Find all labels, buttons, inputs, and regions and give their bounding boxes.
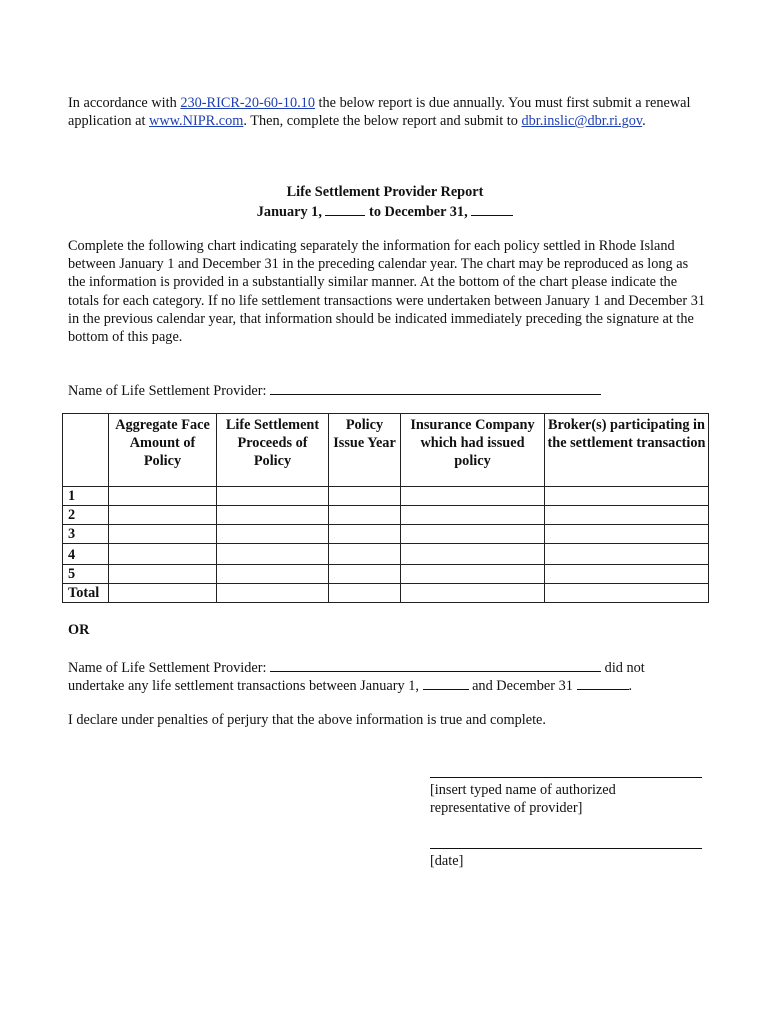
header-insurance-company: Insurance Company which had issued policy [401, 414, 545, 487]
instructions-paragraph: Complete the following chart indicating separately the information for each policy settled in Rhode Island between January 1 and December 31 in the preceding calendar year. The chart may be reproduced as long as the information is provided in a substantially similar manner. At the bottom of the chart please indicate the totals for each category. If no life settlement transactions were undertaken between January 1 and December 31 in the previous calendar year, that information should be indicated immediately preceding the signature at the bottom of this page. [68, 238, 705, 346]
table-row [63, 506, 709, 525]
intro-text-submit: . Then, complete the below report and submit to [243, 113, 522, 130]
period-start-label: January 1, [256, 204, 326, 220]
no-transactions-line2 [68, 675, 728, 695]
cell-brokers[interactable] [545, 525, 709, 544]
cell-brokers[interactable] [545, 506, 709, 525]
cell-issue-year[interactable] [329, 525, 401, 544]
cell-face-amount-total[interactable] [109, 584, 217, 603]
or-label: OR [68, 622, 90, 638]
cell-issue-year[interactable] [329, 506, 401, 525]
cell-proceeds[interactable] [217, 487, 329, 506]
cell-insurance-company[interactable] [401, 565, 545, 584]
cell-face-amount[interactable] [109, 525, 217, 544]
table-row [63, 487, 709, 506]
signature-date-line[interactable] [430, 848, 702, 849]
no-transactions-provider-label: Name of Life Settlement Provider: [68, 660, 271, 676]
cell-insurance-company[interactable] [401, 544, 545, 565]
table-header-row [63, 414, 709, 487]
cell-brokers[interactable] [545, 487, 709, 506]
table-row [63, 525, 709, 544]
signature-date-caption: [date] [430, 853, 464, 869]
cell-proceeds[interactable] [217, 525, 329, 544]
intro-text-middle: the below report is due annually. You must first submit a renewal application at [68, 95, 691, 130]
provider-name-field[interactable] [270, 380, 601, 395]
table-header-blank [63, 414, 109, 487]
no-transactions-period-end: . [628, 678, 633, 694]
report-period [0, 201, 770, 222]
period-end-label: to December 31, [365, 204, 472, 220]
header-aggregate-face-amount: Aggregate Face Amount of Policy [109, 414, 217, 487]
signature-name-line[interactable] [430, 777, 702, 778]
row-label: 2 [63, 506, 109, 525]
cell-face-amount[interactable] [109, 506, 217, 525]
cell-face-amount[interactable] [109, 544, 217, 565]
no-transactions-provider-field[interactable] [270, 657, 601, 672]
did-not-text: did not [601, 660, 645, 676]
no-transactions-end-label: and December 31 [468, 678, 577, 694]
table-total-row [63, 584, 709, 603]
cell-insurance-company[interactable] [401, 487, 545, 506]
cell-brokers[interactable] [545, 565, 709, 584]
cell-proceeds[interactable] [217, 544, 329, 565]
period-start-year-field[interactable] [325, 201, 365, 216]
policy-table [62, 413, 709, 603]
no-transactions-start-label: undertake any life settlement transactions between January 1, [68, 678, 423, 694]
cell-insurance-company[interactable] [401, 506, 545, 525]
provider-name-label: Name of Life Settlement Provider: [68, 383, 271, 399]
cell-issue-year-total[interactable] [329, 584, 401, 603]
cell-proceeds-total[interactable] [217, 584, 329, 603]
report-title: Life Settlement Provider Report [286, 184, 484, 200]
cell-insurance-company-total[interactable] [401, 584, 545, 603]
rule-link[interactable]: 230-RICR-20-60-10.10 [180, 95, 315, 111]
cell-brokers[interactable] [545, 544, 709, 565]
cell-brokers-total[interactable] [545, 584, 709, 603]
cell-issue-year[interactable] [329, 487, 401, 506]
provider-name-row [68, 380, 708, 400]
header-policy-issue-year: Policy Issue Year [329, 414, 401, 487]
nipr-link[interactable]: www.NIPR.com [149, 113, 244, 130]
row-label: 4 [63, 544, 109, 565]
table-row [63, 544, 709, 565]
row-label: 1 [63, 487, 109, 506]
table-row [63, 565, 709, 584]
header-settlement-proceeds: Life Settlement Proceeds of Policy [217, 414, 329, 487]
cell-face-amount[interactable] [109, 487, 217, 506]
no-transactions-start-year-field[interactable] [423, 675, 469, 690]
header-brokers: Broker(s) participating in the settlement transaction [545, 414, 709, 487]
no-transactions-end-year-field[interactable] [577, 675, 629, 690]
intro-text-start: In accordance with [68, 95, 181, 111]
cell-face-amount[interactable] [109, 565, 217, 584]
cell-issue-year[interactable] [329, 565, 401, 584]
cell-proceeds[interactable] [217, 565, 329, 584]
signature-name-caption-2: representative of provider] [430, 800, 583, 816]
declaration: I declare under penalties of perjury that the above information is true and complete. [68, 712, 546, 728]
row-label: 5 [63, 565, 109, 584]
signature-name-caption-1: [insert typed name of authorized [430, 782, 616, 798]
intro-paragraph [68, 94, 708, 130]
cell-insurance-company[interactable] [401, 525, 545, 544]
cell-issue-year[interactable] [329, 544, 401, 565]
period-end-year-field[interactable] [471, 201, 513, 216]
intro-text-end: . [642, 113, 646, 130]
row-label-total: Total [63, 584, 109, 603]
email-link[interactable]: dbr.inslic@dbr.ri.gov [521, 113, 643, 130]
row-label: 3 [63, 525, 109, 544]
cell-proceeds[interactable] [217, 506, 329, 525]
